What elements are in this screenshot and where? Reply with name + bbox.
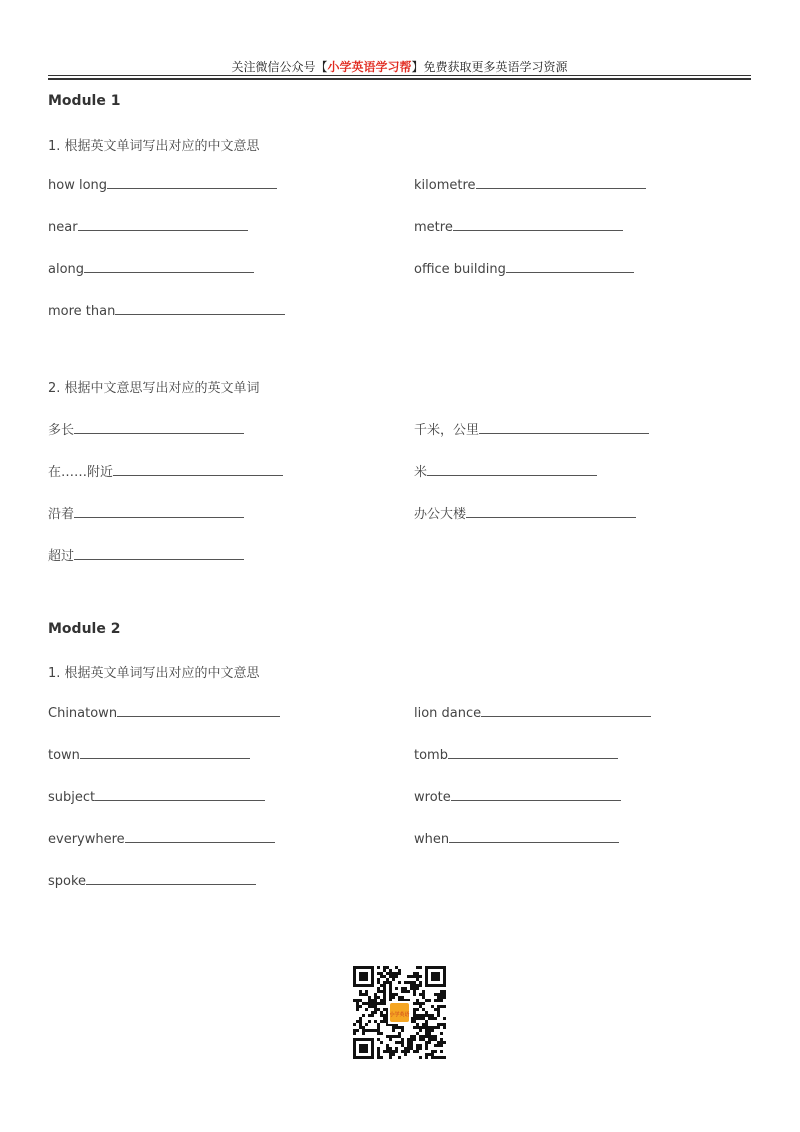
exercise-item xyxy=(48,461,283,480)
header-bracket-close: 】 xyxy=(411,60,424,74)
item-word: tomb xyxy=(414,748,448,763)
answer-blank[interactable] xyxy=(84,260,254,273)
answer-blank[interactable] xyxy=(451,788,621,801)
exercise-item xyxy=(414,788,621,805)
exercise-item xyxy=(48,545,244,564)
exercise-item xyxy=(414,419,649,438)
module2-title: Module 2 xyxy=(48,621,121,637)
exercise-item xyxy=(414,830,619,847)
exercise-item xyxy=(414,176,646,193)
exercise-item xyxy=(48,830,275,847)
answer-blank[interactable] xyxy=(427,463,597,476)
item-word: metre xyxy=(414,220,453,235)
answer-blank[interactable] xyxy=(107,176,277,189)
answer-blank[interactable] xyxy=(74,505,244,518)
exercise-item xyxy=(48,503,244,522)
item-word: along xyxy=(48,262,85,277)
exercise-item xyxy=(48,788,265,805)
answer-blank[interactable] xyxy=(506,260,634,273)
item-word: wrote xyxy=(414,790,451,805)
item-word: how long xyxy=(48,178,108,193)
item-word: Chinatown xyxy=(48,706,118,721)
exercise-item xyxy=(48,176,277,193)
exercise-item xyxy=(414,746,618,763)
answer-blank[interactable] xyxy=(449,830,619,843)
exercise-item xyxy=(48,218,248,235)
answer-blank[interactable] xyxy=(466,505,636,518)
exercise-item xyxy=(48,746,250,763)
qr-finder-bottom-left xyxy=(353,1038,374,1059)
exercise-item xyxy=(414,704,651,721)
item-word: spoke xyxy=(48,874,87,889)
exercise-item xyxy=(414,461,597,480)
item-word: subject xyxy=(48,790,96,805)
exercise-item xyxy=(48,704,280,721)
answer-blank[interactable] xyxy=(74,547,244,560)
header-divider xyxy=(48,75,751,76)
answer-blank[interactable] xyxy=(78,218,248,231)
qr-finder-top-left xyxy=(353,966,374,987)
item-word: 在……附近 xyxy=(48,465,114,480)
header-suffix: 免费获取更多英语学习资源 xyxy=(423,60,568,74)
page-header xyxy=(48,58,751,75)
answer-blank[interactable] xyxy=(453,218,623,231)
exercise-item xyxy=(414,503,636,522)
answer-blank[interactable] xyxy=(117,704,280,717)
header-divider-thick xyxy=(48,78,751,80)
item-word: 办公大楼 xyxy=(414,507,467,522)
answer-blank[interactable] xyxy=(481,704,651,717)
answer-blank[interactable] xyxy=(125,830,275,843)
item-word: more than xyxy=(48,304,116,319)
exercise-item xyxy=(48,302,285,319)
module1-section2-instruction: 2. 根据中文意思写出对应的英文单词 xyxy=(48,381,260,396)
header-account-name: 小学英语学习帮 xyxy=(327,60,412,74)
exercise-item xyxy=(48,260,254,277)
header-prefix: 关注微信公众号 xyxy=(231,60,316,74)
module2-section1-instruction: 1. 根据英文单词写出对应的中文意思 xyxy=(48,666,260,681)
answer-blank[interactable] xyxy=(476,176,646,189)
answer-blank[interactable] xyxy=(448,746,618,759)
answer-blank[interactable] xyxy=(80,746,250,759)
item-word: near xyxy=(48,220,78,235)
qr-code xyxy=(353,966,446,1059)
answer-blank[interactable] xyxy=(95,788,265,801)
item-word: 千米，公里 xyxy=(414,423,480,438)
answer-blank[interactable] xyxy=(113,463,283,476)
header-bracket-open: 【 xyxy=(315,60,328,74)
item-word: 沿着 xyxy=(48,507,75,522)
exercise-item xyxy=(48,872,256,889)
item-word: 多长 xyxy=(48,423,75,438)
item-word: 超过 xyxy=(48,549,75,564)
item-word: lion dance xyxy=(414,706,482,721)
exercise-item xyxy=(414,260,634,277)
answer-blank[interactable] xyxy=(115,302,285,315)
exercise-item xyxy=(414,218,623,235)
exercise-item xyxy=(48,419,244,438)
item-word: town xyxy=(48,748,80,763)
answer-blank[interactable] xyxy=(479,421,649,434)
module1-section1-instruction: 1. 根据英文单词写出对应的中文意思 xyxy=(48,139,260,154)
item-word: 米 xyxy=(414,465,428,480)
answer-blank[interactable] xyxy=(86,872,256,885)
item-word: kilometre xyxy=(414,178,476,193)
item-word: everywhere xyxy=(48,832,125,847)
item-word: office building xyxy=(414,262,506,277)
qr-center-label: 小学英语 xyxy=(389,1012,410,1018)
item-word: when xyxy=(414,832,450,847)
answer-blank[interactable] xyxy=(74,421,244,434)
module1-title: Module 1 xyxy=(48,93,121,109)
qr-finder-top-right xyxy=(425,966,446,987)
